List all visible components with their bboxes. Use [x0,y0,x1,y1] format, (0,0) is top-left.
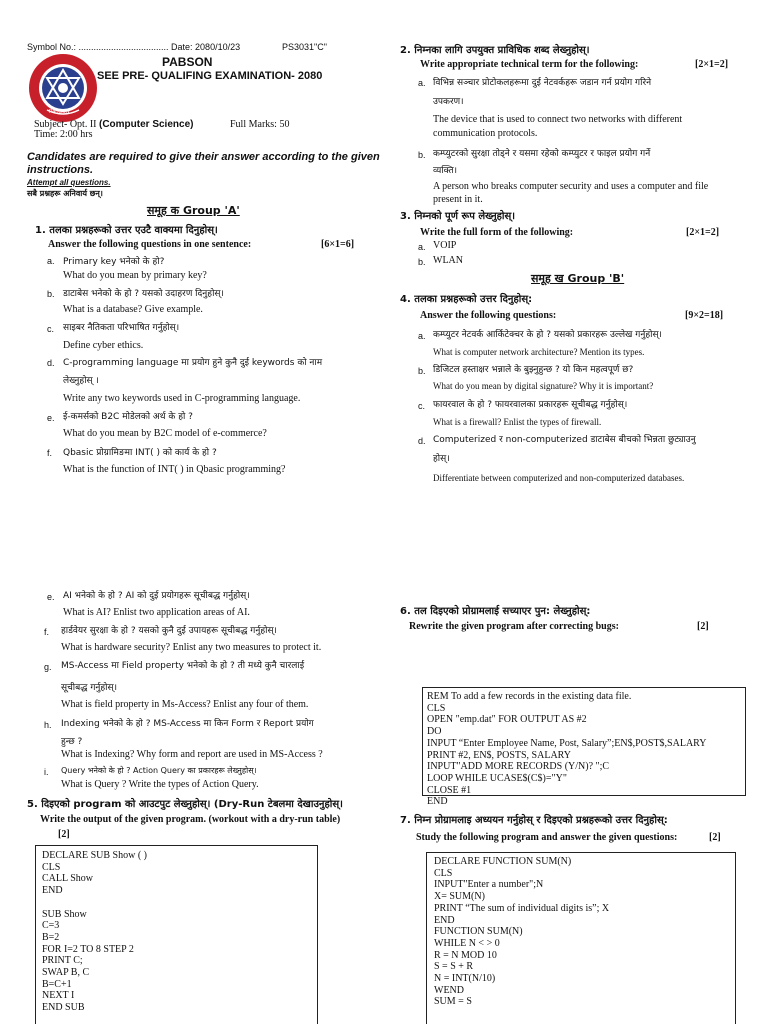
q7-heading: 7. निम्न प्रोग्रामलाइ अध्ययन गर्नुहोस् र दिइएको प्रश्नहरूको उत्तर दिनुहोस्: [400,815,668,826]
code-line: WHILE N < > 0 [434,937,500,949]
q6-code-box [422,687,746,808]
q4g-np: MS-Access मा Field property भनेको के हो ? ती मध्ये कुनै चारलाई [61,661,305,671]
code-line: B=C+1 [42,978,72,990]
q1b-letter: b. [47,289,55,299]
q3-marks: [2×1=2] [686,227,720,238]
q6-marks: [2] [697,621,709,632]
code-line: INPUT"ADD MORE RECORDS (Y/N)? ";C [427,761,610,773]
code-line: END SUB [42,1002,85,1014]
q2b-np: कम्प्युटरको सुरक्षा तोड्ने र यसमा रहेको कम्प्युटर र फाइल प्रयोग गर्ने [433,149,651,159]
q3-instruction: Write the full form of the following: [420,227,574,238]
code-line: DECLARE FUNCTION SUM(N) [434,856,572,867]
q4h-en: What is Indexing? Why form and report are used in MS-Access ? [61,749,323,760]
q1f-en: What is the function of INT( ) in Qbasic programming? [63,464,286,475]
q4d-letter: d. [418,436,426,446]
q4c-en: What is a firewall? Enlist the types of firewall. [433,417,602,427]
code-line: CLS [427,702,446,714]
q2-marks: [2×1=2] [695,59,729,70]
q3a-item: VOIP [433,240,457,251]
q2b-np2: व्यक्ति। [433,166,457,176]
subject-name: (Computer Science) [99,119,194,130]
q4e-np: AI भनेको के हो ? AI को दुई प्रयोगहरू सूचीबद्ध गर्नुहोस्। [63,591,250,601]
q2a-letter: a. [418,78,426,88]
code-line: DO [427,726,442,738]
q4d-en: Differentiate between computerized and non-computerized databases. [433,473,685,483]
code-line: NEXT I [42,990,75,1002]
code-line: END [42,885,63,897]
q3b-item: WLAN [433,255,463,266]
q4f-letter: f. [44,627,50,637]
q1b-en: What is a database? Give example. [63,304,203,315]
full-marks: Full Marks: 50 [230,119,290,130]
q4c-np: फायरवाल के हो ? फायरवालका प्रकारहरू सूचीबद्ध गर्नुहोस्। [433,400,628,410]
q4-marks: [9×2=18] [685,310,724,321]
code-line: END [427,796,448,808]
q4h-letter: h. [44,720,52,730]
attempt-all-np: सबै प्रश्नहरू अनिवार्य छन्। [27,189,103,198]
q4b-letter: b. [418,366,426,376]
q4d-np2: होस्। [433,454,450,464]
q1e-np: ई-कमर्सको B2C मोडेलको अर्थ के हो ? [63,412,193,422]
q4b-en: What do you mean by digital signature? Why it is important? [433,381,654,391]
exam-title: SEE PRE- QUALIFING EXAMINATION- 2080 [97,70,323,82]
code-line: B=2 [42,931,60,943]
instructions-line2: instructions. [27,164,94,176]
time: Time: 2:00 hrs [34,129,93,140]
q1-marks: [6×1=6] [321,239,355,250]
q4i-np: Query भनेको के हो ? Action Query का प्रकारहरू लेख्नुहोस्। [61,766,257,775]
code-line: FUNCTION SUM(N) [434,926,523,938]
q4g-letter: g. [44,662,52,672]
q4f-np: हार्डवेयर सुरक्षा के हो ? यसको कुनै दुई उपायहरू सूचीबद्ध गर्नुहोस्। [61,626,277,636]
code-line: WEND [434,984,464,996]
attempt-all-en: Attempt all questions. [27,178,111,187]
q3a-letter: a. [418,242,426,252]
q1a-letter: a. [47,256,55,266]
q4-instruction: Answer the following questions: [420,310,557,321]
q6-instruction: Rewrite the given program after correcting bugs: [409,621,619,632]
q7-instruction: Study the following program and answer the given questions: [416,832,678,843]
code-line: CALL Show [42,873,94,885]
code-line: CLS [434,867,453,879]
code-line: LOOP WHILE UCASE$(C$)="Y" [427,772,567,784]
pabson-logo [27,52,99,124]
code-line: SWAP B, C [42,967,90,979]
q4e-letter: e. [47,592,55,602]
group-b-title: समूह ख Group 'B' [531,272,625,285]
q2-heading: 2. निम्नका लागि उपयुक्त प्राविधिक शब्द लेख्नुहोस्। [400,45,590,56]
code-line: X= SUM(N) [434,891,485,903]
q1f-np: Qbasic प्रोग्रामिङमा INT( ) को कार्य के हो ? [63,448,217,458]
code-line: N = INT(N/10) [434,973,496,985]
q2a-np: विभिन्न सञ्चार प्रोटोकलहरूमा दुई नेटवर्कहरू जडान गर्न प्रयोग गरिने [433,78,652,88]
group-a-title: समूह क Group 'A' [147,204,240,217]
code-line: INPUT"Enter a number";N [434,879,544,891]
q1d-np2: लेख्नुहोस् । [63,376,99,386]
q2a-en2: communication protocols. [433,128,538,139]
q4g-np2: सूचीबद्ध गर्नुहोस्। [61,683,117,693]
q1-heading: 1. तलका प्रश्नहरूको उत्तर एउटै वाक्यमा दिनुहोस्। [35,225,218,236]
q3-heading: 3. निम्नको पूर्ण रूप लेख्नुहोस्। [400,211,516,222]
code-line: SUM = S [434,996,472,1008]
q1c-letter: c. [47,324,55,334]
q4f-en: What is hardware security? Enlist any two measures to protect it. [61,642,322,653]
code-line: FOR I=2 TO 8 STEP 2 [42,943,134,955]
q4a-en: What is computer network architecture? Mention its types. [433,347,645,357]
code-line: PRINT “The sum of individual digits is”; X [434,902,610,914]
q1c-en: Define cyber ethics. [63,340,144,351]
code-line: END [434,914,455,926]
code-line: DECLARE SUB Show ( ) [42,850,148,861]
q4h-np2: हुन्छ ? [61,737,83,747]
code-line: REM To add a few records in the existing data file. [427,691,632,702]
org-name: PABSON [162,55,213,69]
q2a-np2: उपकरण। [433,97,464,107]
q2b-en: A person who breaks computer security and uses a computer and file [433,181,709,192]
q4a-letter: a. [418,331,426,341]
q7-code-box [426,852,736,1024]
q1e-letter: e. [47,413,55,423]
q1a-en: What do you mean by primary key? [63,270,207,281]
q7-marks: [2] [709,832,721,843]
q1e-en: What do you mean by B2C model of e-commerce? [63,428,267,439]
code-line: PRINT #2, EN$, POSTS, SALARY [427,749,572,761]
q4b-np: डिजिटल हस्ताक्षर भन्नाले के बुझ्नुहुन्छ ? यो किन महत्वपूर्ण छ? [433,365,634,375]
q4i-en: What is Query ? Write the types of Action Query. [61,779,259,790]
code-line: SUB Show [42,908,87,920]
q5-instruction: Write the output of the given program. (workout with a dry-run table) [40,814,341,825]
code-line: OPEN "emp.dat" FOR OUTPUT AS #2 [427,714,587,726]
q2b-letter: b. [418,150,426,160]
subject-prefix: Subject- Opt. II [34,119,97,130]
q5-heading: 5. दिइएको program को आउटपुट लेख्नुहोस्। (Dry-Run टेबलमा देखाउनुहोस्। [27,799,343,810]
q4i-letter: i. [44,767,49,777]
q6-heading: 6. तल दिइएको प्रोग्रामलाई सच्याएर पुन: लेख्नुहोस्: [400,606,591,617]
q4c-letter: c. [418,401,426,411]
q1c-np: साइबर नैतिकता परिभाषित गर्नुहोस्। [63,323,180,333]
q1d-np: C-programming language मा प्रयोग हुने कुनै दुई keywords को नाम [63,358,323,368]
q4a-np: कम्प्युटर नेटवर्क आर्किटेक्चर के हो ? यसको प्रकारहरू उल्लेख गर्नुहोस्। [433,330,662,340]
q2b-en2: present in it. [433,194,483,205]
paper-code: PS3031"C" [282,42,327,52]
q1f-letter: f. [47,448,53,458]
q4e-en: What is AI? Enlist two application areas of AI. [63,607,250,618]
code-line: INPUT “Enter Employee Name, Post, Salary”;EN$,POST$,SALARY [427,737,707,749]
q5-marks: [2] [58,829,70,840]
q4g-en: What is field property in Ms-Access? Enlist any four of them. [61,699,309,710]
q3b-letter: b. [418,257,426,267]
q1d-letter: d. [47,358,55,368]
code-line: R = N MOD 10 [434,949,497,961]
code-line: C=3 [42,920,60,932]
symbol-date-line: Symbol No.: .................................... Date: 2080/10/23 [27,42,241,52]
logo-text: PABSON [49,109,70,115]
q1-instruction: Answer the following questions in one sentence: [48,239,252,250]
code-line: CLOSE #1 [427,784,472,796]
instructions-line1: Candidates are required to give their answer according to the given [27,151,380,163]
q4d-np: Computerized र non-computerized डाटाबेस बीचको भिन्नता छुट्याउनु [433,435,696,445]
code-line: S = S + R [434,961,474,973]
q2-instruction: Write appropriate technical term for the following: [420,59,639,70]
code-line [42,897,311,909]
q4h-np: Indexing भनेको के हो ? MS-Access मा किन Form र Report प्रयोग [61,719,314,729]
code-line: CLS [42,861,61,873]
q2a-en: The device that is used to connect two networks with different [433,114,683,125]
q4-heading: 4. तलका प्रश्नहरूको उत्तर दिनुहोस्: [400,294,533,305]
q1b-np: डाटाबेस भनेको के हो ? यसको उदाहरण दिनुहोस्। [63,289,224,299]
q1a-np: Primary key भनेको के हो? [63,257,165,267]
q1d-en: Write any two keywords used in C-programming language. [63,393,301,404]
q5-code-box [35,845,318,1024]
code-line: PRINT C; [42,955,83,967]
